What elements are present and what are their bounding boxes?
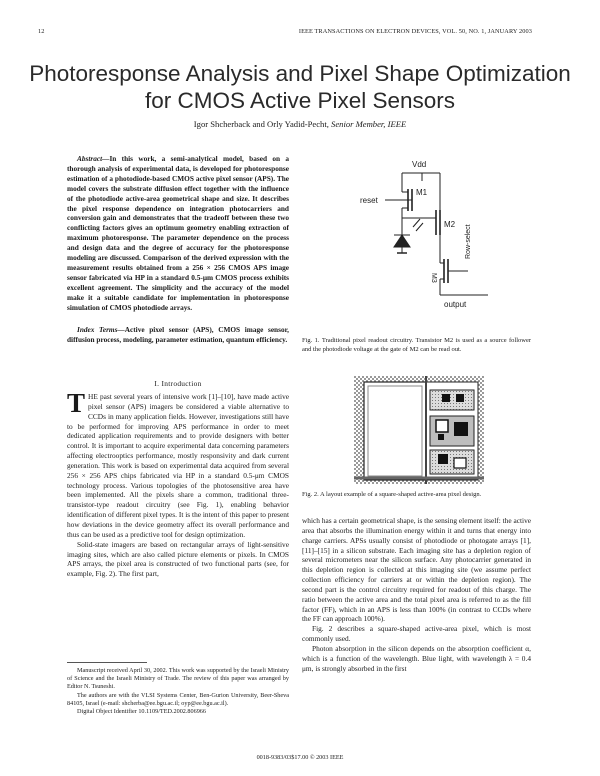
index-terms	[67, 325, 289, 345]
figure-1-caption: Fig. 1. Traditional pixel readout circuitry. Transistor M2 is used as a source follower and the photodiode voltage at the gate of M2 can be read out.	[302, 337, 531, 353]
intro-paragraph-2: Solid-state imagers are based on rectangular arrays of light-sensitive imaging sites, which are also called picture elements or pixels. In CMOS APS arrays, the pixel area is constructed of two functional parts (see, for example, Fig. 2). The first part,	[67, 539, 289, 579]
intro-paragraph-1: THE past several years of intensive work [1]–[10], have made active pixel sensor (APS) imagers be considered a viable alternative to CCDs in many application fields. However, investigations still have to be performed for improving APS performance in order to meet dedicated application requirements and to provide designers with better control. It is important to acquire experimental data concerning parameters affecting electrooptics performance, mostly responsivity and dark current generation. This work is based on experimental data acquired from several 256 × 256 APS chips fabricated via HP in a standard 0.5-μm CMOS technology process. Various topologies of the photosensitive area have been implemented. All the pixels share a common, traditional three-transistor-type readout circuitry (see Fig. 1), enabling behavior identification of different pixel types. It is the intent of this paper to present how deviations in the device geometry affect its overall performance and thus can be used as a predictive tool for design optimization.	[67, 388, 289, 539]
figure-2-layout	[354, 376, 484, 484]
page-number: 12	[38, 28, 45, 35]
label-output: output	[444, 300, 467, 309]
author-membership: Senior Member, IEEE	[331, 119, 407, 129]
right-paragraph-2: Fig. 2 describes a square-shaped active-area pixel, which is most commonly used.	[302, 624, 531, 644]
title-line-1: Photoresponse Analysis and Pixel Shape Optimization	[29, 61, 571, 86]
journal-header: IEEE TRANSACTIONS ON ELECTRON DEVICES, VOL. 50, NO. 1, JANUARY 2003	[298, 28, 532, 35]
footnote-doi: Digital Object Identifier 10.1109/TED.2002.806966	[77, 708, 206, 716]
footnote-rule	[67, 662, 147, 663]
figure-2-caption: Fig. 2. A layout example of a square-shaped active-area pixel design.	[302, 491, 482, 498]
index-terms-text: Active pixel sensor (APS), CMOS image sensor, diffusion process, modeling, parameter estimation, quantum efficiency.	[67, 325, 289, 344]
label-m2: M2	[444, 220, 456, 229]
index-terms-label: Index Terms—	[77, 325, 125, 334]
photodiode-symbol	[394, 235, 410, 247]
section-heading: I. Introduction	[154, 379, 202, 388]
footnote	[67, 667, 289, 716]
drop-cap: T	[67, 388, 86, 418]
label-m1: M1	[416, 188, 428, 197]
label-row-select: Row-select	[465, 224, 472, 259]
label-m3: M3	[430, 273, 437, 283]
label-reset: reset	[360, 196, 378, 205]
title-line-2: for CMOS Active Pixel Sensors	[144, 88, 456, 113]
label-vdd: Vdd	[412, 160, 427, 169]
abstract	[67, 154, 289, 313]
author-line	[20, 119, 580, 129]
right-paragraph-3: Photon absorption in the silicon depends on the absorption coefficient α, which is a function of the wavelength. Blue light, with wavelength λ = 0.4 μm, is strongly absorbed in the first	[302, 643, 531, 673]
active-area	[364, 382, 426, 480]
author-names: Igor Shcherback and Orly Yadid-Pecht,	[193, 119, 329, 129]
copyright-footer: 0018-9383/03$17.00 © 2003 IEEE	[256, 754, 344, 761]
paper-title	[20, 60, 580, 114]
abstract-text: In this work, a semi-analytical model, based on a thorough analysis of experimental data, is developed for photoresponse estimation of a photodiode-based CMOS active pixel sensor (APS). The model covers the substrate diffusion effect together with the influence of the photodiode active-area geometrical shape and size. It describes the pixel response dependence on integration photocarriers and conversion gain and demonstrates that the tradeoff between these two conflicting factors gives an optimum geometry enabling extraction of maximum photoresponse. The parameter dependence on the process and design data and the degree of accuracy for the photoresponse modeling are discussed. Comparison of the derived expression with the measurement results obtained from a 256 × 256 CMOS APS image sensor fabricated via HP in a standard 0.5-μm CMOS process exhibits excellent agreement. The simplicity and the accuracy of the model make it a suitable candidate for implementation in photoresponse simulation of CMOS photodiode arrays.	[67, 154, 289, 312]
figure-1-circuit	[340, 155, 520, 345]
introduction-body	[67, 388, 289, 579]
footnote-received: Manuscript received April 30, 2002. This work was supported by the Israeli Ministry of Science and the Israeli Ministry of Trade. The review of this paper was arranged by Editor N. Tsuneshi.	[67, 667, 289, 691]
abstract-label: Abstract—	[77, 154, 110, 163]
right-paragraph-1: which has a certain geometrical shape, is the sensing element itself: the active area that absorbs the illumination energy within it and turns that energy into charge carriers. APSs usually consist of photodiode or photogate arrays [1], [11]–[15] in a silicon substrate. Each imaging site has a depletion region of several micrometers near the silicon surface. Any photocarrier generated in this depletion region is collected at this imaging site (we assume perfect collection efficiency for carriers at or within the depletion region). The second part is the control circuitry required for readout of this charge. The ratio between the active area and the total pixel area is referred to as the fill factor (FF), which in an APS is less than 100% (in contrast to CCDs where the FF can approach 100%).	[302, 516, 531, 624]
footnote-affiliation: The authors are with the VLSI Systems Center, Ben-Gurion University, Beer-Sheva 84105, Israel (e-mail: shcherba@ee.bgu.ac.il; oyp@ee.bgu.ac.il).	[67, 691, 289, 707]
right-column-body	[302, 516, 531, 674]
